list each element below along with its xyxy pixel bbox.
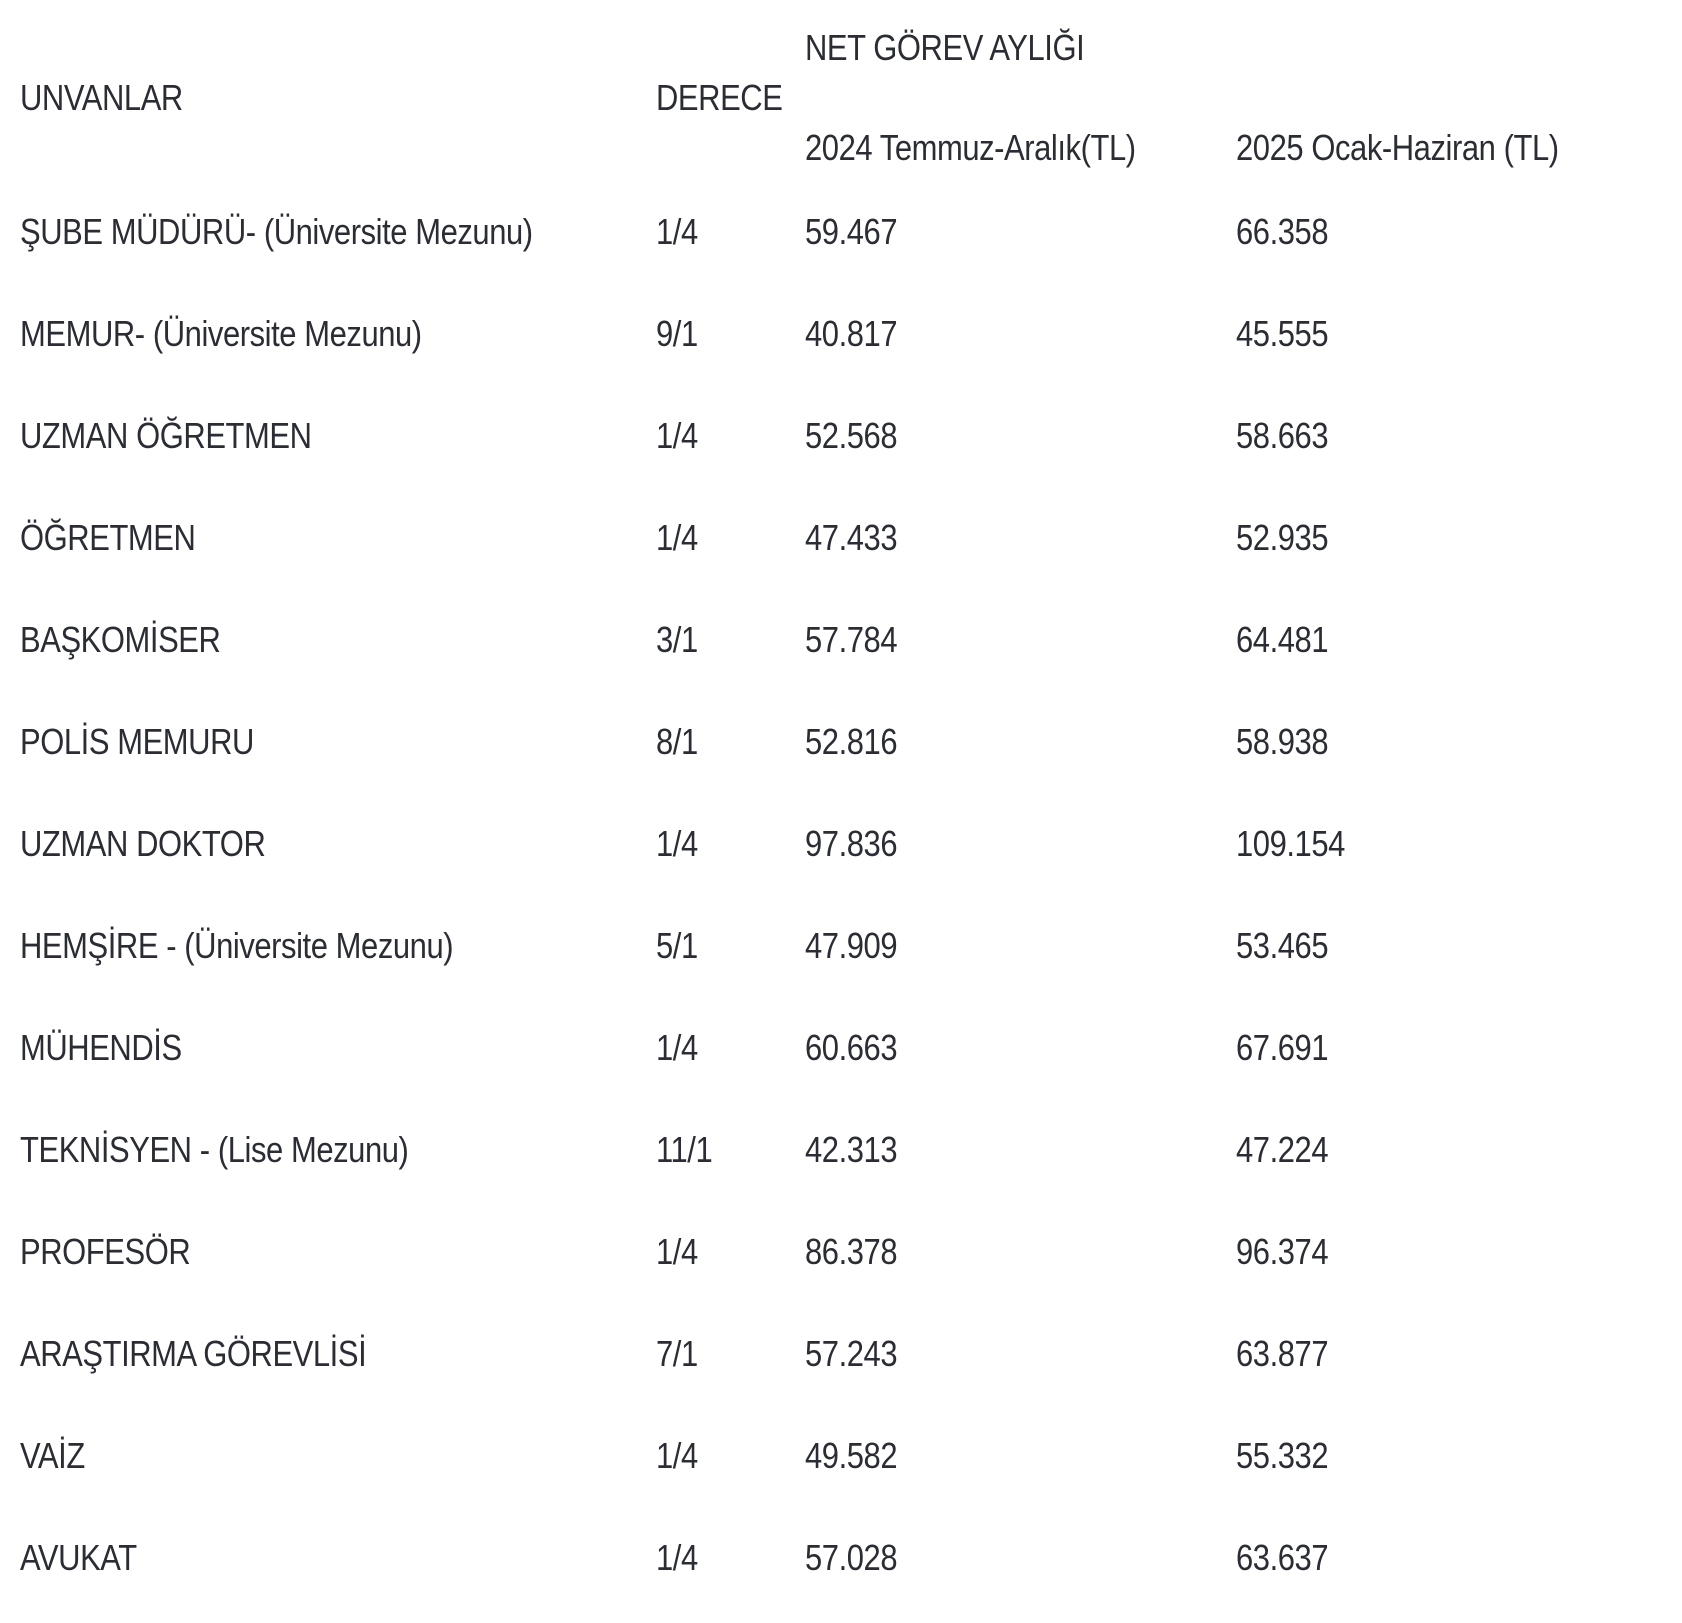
derece-cell: 1/4 xyxy=(656,823,698,864)
derece-cell: 1/4 xyxy=(656,1231,698,1272)
unvan-cell: MEMUR- (Üniversite Mezunu) xyxy=(20,313,422,354)
salary-2024-cell: 49.582 xyxy=(805,1435,898,1476)
salary-2024-cell: 57.784 xyxy=(805,619,898,660)
header-net-gorev-ayligi: NET GÖREV AYLIĞI xyxy=(805,27,1085,68)
salary-2025-cell: 96.374 xyxy=(1236,1231,1329,1272)
header-2024-temmuz-aralik: 2024 Temmuz-Aralık(TL) xyxy=(805,127,1136,168)
derece-cell: 1/4 xyxy=(656,517,698,558)
salary-2025-cell: 63.637 xyxy=(1236,1537,1329,1578)
derece-cell: 7/1 xyxy=(656,1333,698,1374)
salary-2024-cell: 57.243 xyxy=(805,1333,898,1374)
salary-2025-cell: 53.465 xyxy=(1236,925,1329,966)
salary-2025-cell: 45.555 xyxy=(1236,313,1329,354)
header-derece: DERECE xyxy=(656,77,783,118)
salary-2024-cell: 52.816 xyxy=(805,721,898,762)
salary-2025-cell: 67.691 xyxy=(1236,1027,1329,1068)
salary-2025-cell: 109.154 xyxy=(1236,823,1345,864)
unvan-cell: TEKNİSYEN - (Lise Mezunu) xyxy=(20,1129,409,1170)
header-unvanlar: UNVANLAR xyxy=(20,77,183,118)
derece-cell: 9/1 xyxy=(656,313,698,354)
salary-2024-cell: 52.568 xyxy=(805,415,898,456)
derece-cell: 5/1 xyxy=(656,925,698,966)
salary-2025-cell: 47.224 xyxy=(1236,1129,1329,1170)
unvan-cell: ARAŞTIRMA GÖREVLİSİ xyxy=(20,1333,367,1374)
salary-2025-cell: 58.938 xyxy=(1236,721,1329,762)
salary-2024-cell: 57.028 xyxy=(805,1537,898,1578)
unvan-cell: BAŞKOMİSER xyxy=(20,619,221,660)
unvan-cell: MÜHENDİS xyxy=(20,1027,182,1068)
header-2025-ocak-haziran: 2025 Ocak-Haziran (TL) xyxy=(1236,127,1559,168)
derece-cell: 8/1 xyxy=(656,721,698,762)
salary-2024-cell: 40.817 xyxy=(805,313,898,354)
salary-2025-cell: 63.877 xyxy=(1236,1333,1329,1374)
derece-cell: 1/4 xyxy=(656,1027,698,1068)
salary-2024-cell: 42.313 xyxy=(805,1129,898,1170)
salary-2024-cell: 47.433 xyxy=(805,517,898,558)
unvan-cell: AVUKAT xyxy=(20,1537,137,1578)
salary-2024-cell: 86.378 xyxy=(805,1231,898,1272)
salary-2025-cell: 58.663 xyxy=(1236,415,1329,456)
salary-2025-cell: 52.935 xyxy=(1236,517,1329,558)
unvan-cell: UZMAN DOKTOR xyxy=(20,823,266,864)
salary-2025-cell: 66.358 xyxy=(1236,211,1329,252)
salary-2024-cell: 47.909 xyxy=(805,925,898,966)
unvan-cell: HEMŞİRE - (Üniversite Mezunu) xyxy=(20,925,454,966)
derece-cell: 1/4 xyxy=(656,1537,698,1578)
salary-2024-cell: 97.836 xyxy=(805,823,898,864)
derece-cell: 1/4 xyxy=(656,211,698,252)
unvan-cell: ŞUBE MÜDÜRÜ- (Üniversite Mezunu) xyxy=(20,211,533,252)
salary-2024-cell: 59.467 xyxy=(805,211,898,252)
salary-2025-cell: 64.481 xyxy=(1236,619,1329,660)
unvan-cell: ÖĞRETMEN xyxy=(20,517,196,558)
unvan-cell: UZMAN ÖĞRETMEN xyxy=(20,415,312,456)
unvan-cell: PROFESÖR xyxy=(20,1231,191,1272)
derece-cell: 3/1 xyxy=(656,619,698,660)
unvan-cell: VAİZ xyxy=(20,1435,85,1476)
derece-cell: 11/1 xyxy=(656,1129,713,1170)
unvan-cell: POLİS MEMURU xyxy=(20,721,254,762)
salary-2024-cell: 60.663 xyxy=(805,1027,898,1068)
derece-cell: 1/4 xyxy=(656,415,698,456)
salary-2025-cell: 55.332 xyxy=(1236,1435,1329,1476)
derece-cell: 1/4 xyxy=(656,1435,698,1476)
